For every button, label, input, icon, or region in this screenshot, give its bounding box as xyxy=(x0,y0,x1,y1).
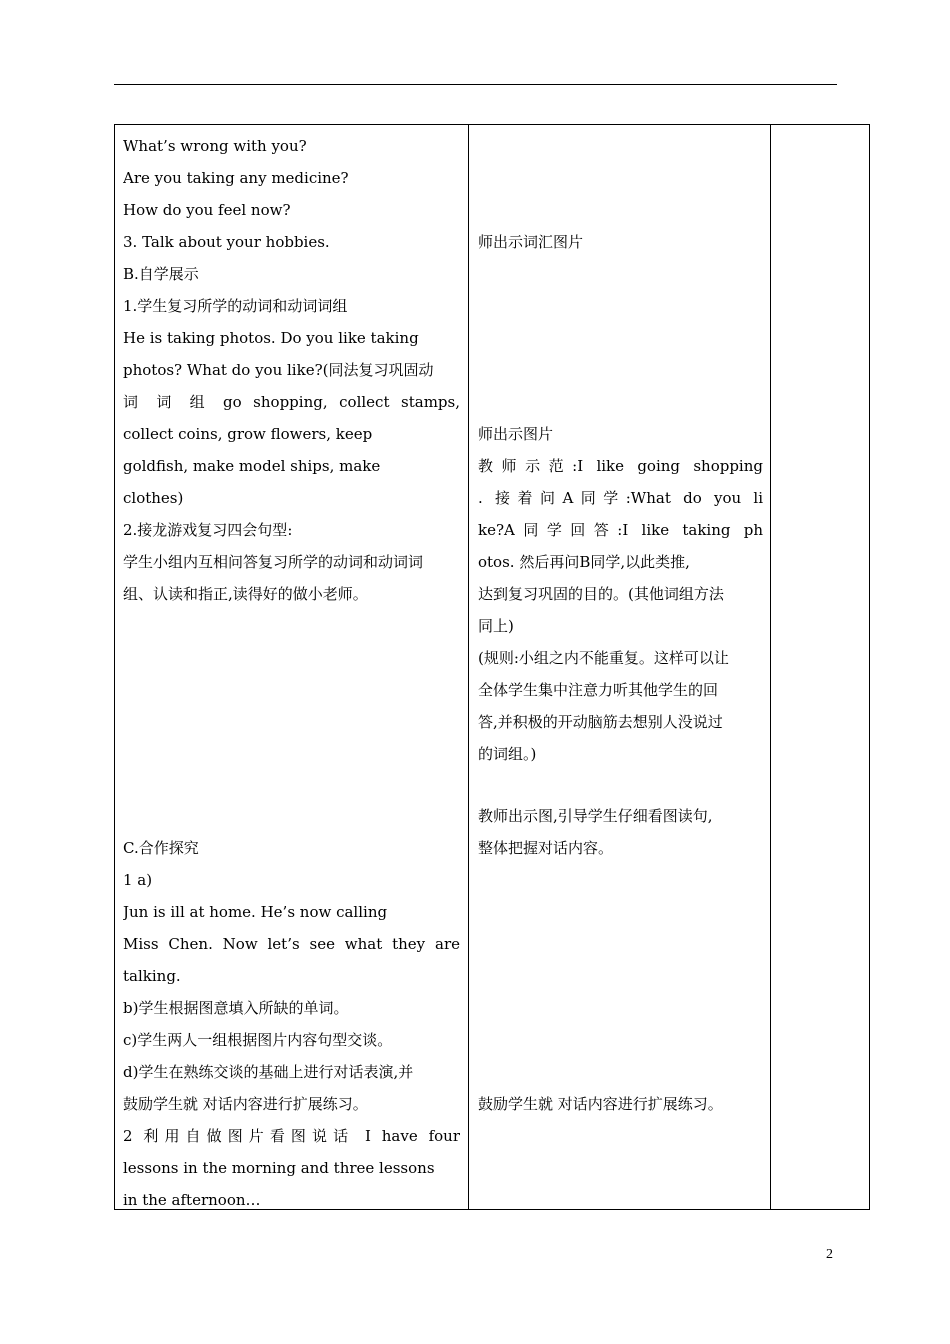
lesson-plan-table xyxy=(114,124,870,1210)
text-line: He is taking photos. Do you like taking xyxy=(123,329,419,347)
text-line: d)学生在熟练交谈的基础上进行对话表演,并 xyxy=(123,1063,414,1081)
text-line: 整体把握对话内容。 xyxy=(478,839,614,857)
text-line: 同上) xyxy=(478,617,514,635)
text-line: lessons in the morning and three lessons xyxy=(123,1159,435,1177)
page-number: 2 xyxy=(826,1247,833,1262)
text-line: (规则:小组之内不能重复。这样可以让 xyxy=(478,649,729,667)
text-line: 达到复习巩固的目的。(其他词组方法 xyxy=(478,585,724,603)
column-divider xyxy=(468,125,469,1209)
text-line: How do you feel now? xyxy=(123,201,291,219)
text-line: Miss Chen. Now let’s see what they are xyxy=(123,935,460,953)
text-line: otos. 然后再问B同学,以此类推, xyxy=(478,553,690,571)
text-line: clothes) xyxy=(123,489,184,507)
text-line: b)学生根据图意填入所缺的单词。 xyxy=(123,999,349,1017)
text-line: . 接着问A同学:What do you li xyxy=(478,489,763,507)
text-line: 3. Talk about your hobbies. xyxy=(123,233,330,251)
text-line: 鼓励学生就 对话内容进行扩展练习。 xyxy=(478,1095,723,1113)
text-line: 师出示词汇图片 xyxy=(478,233,584,251)
header-rule xyxy=(114,84,837,85)
column-divider xyxy=(770,125,771,1209)
text-line: 1 a) xyxy=(123,871,153,889)
text-line: 师出示图片 xyxy=(478,425,554,443)
text-line: Are you taking any medicine? xyxy=(123,169,349,187)
text-line: talking. xyxy=(123,967,181,985)
text-line: c)学生两人一组根据图片内容句型交谈。 xyxy=(123,1031,393,1049)
text-line: ke?A同学回答:I like taking ph xyxy=(478,521,763,539)
text-line: 词 词 组 go shopping, collect stamps, xyxy=(123,393,460,411)
text-line: 2.接龙游戏复习四会句型: xyxy=(123,521,293,539)
text-line: 学生小组内互相问答复习所学的动词和动词词 xyxy=(123,553,424,571)
text-line: 组、认读和指正,读得好的做小老师。 xyxy=(123,585,368,603)
text-line: photos? What do you like?(同法复习巩固动 xyxy=(123,361,434,379)
text-line: 全体学生集中注意力听其他学生的回 xyxy=(478,681,719,699)
text-line: Jun is ill at home. He’s now calling xyxy=(123,903,388,921)
text-line: C.合作探究 xyxy=(123,839,199,857)
text-line: 2 利用自做图片看图说话 I have four xyxy=(123,1127,460,1145)
text-line: What’s wrong with you? xyxy=(123,137,307,155)
text-line: 教师出示图,引导学生仔细看图读句, xyxy=(478,807,713,825)
text-line: collect coins, grow flowers, keep xyxy=(123,425,373,443)
text-line: B.自学展示 xyxy=(123,265,199,283)
text-line: goldfish, make model ships, make xyxy=(123,457,381,475)
text-line: 的词组。) xyxy=(478,745,537,763)
text-line: 教师示范:I like going shopping xyxy=(478,457,763,475)
text-line: 鼓励学生就 对话内容进行扩展练习。 xyxy=(123,1095,368,1113)
text-line: 1.学生复习所学的动词和动词词组 xyxy=(123,297,348,315)
text-line: 答,并积极的开动脑筋去想别人没说过 xyxy=(478,713,723,731)
text-line: in the afternoon… xyxy=(123,1191,261,1209)
